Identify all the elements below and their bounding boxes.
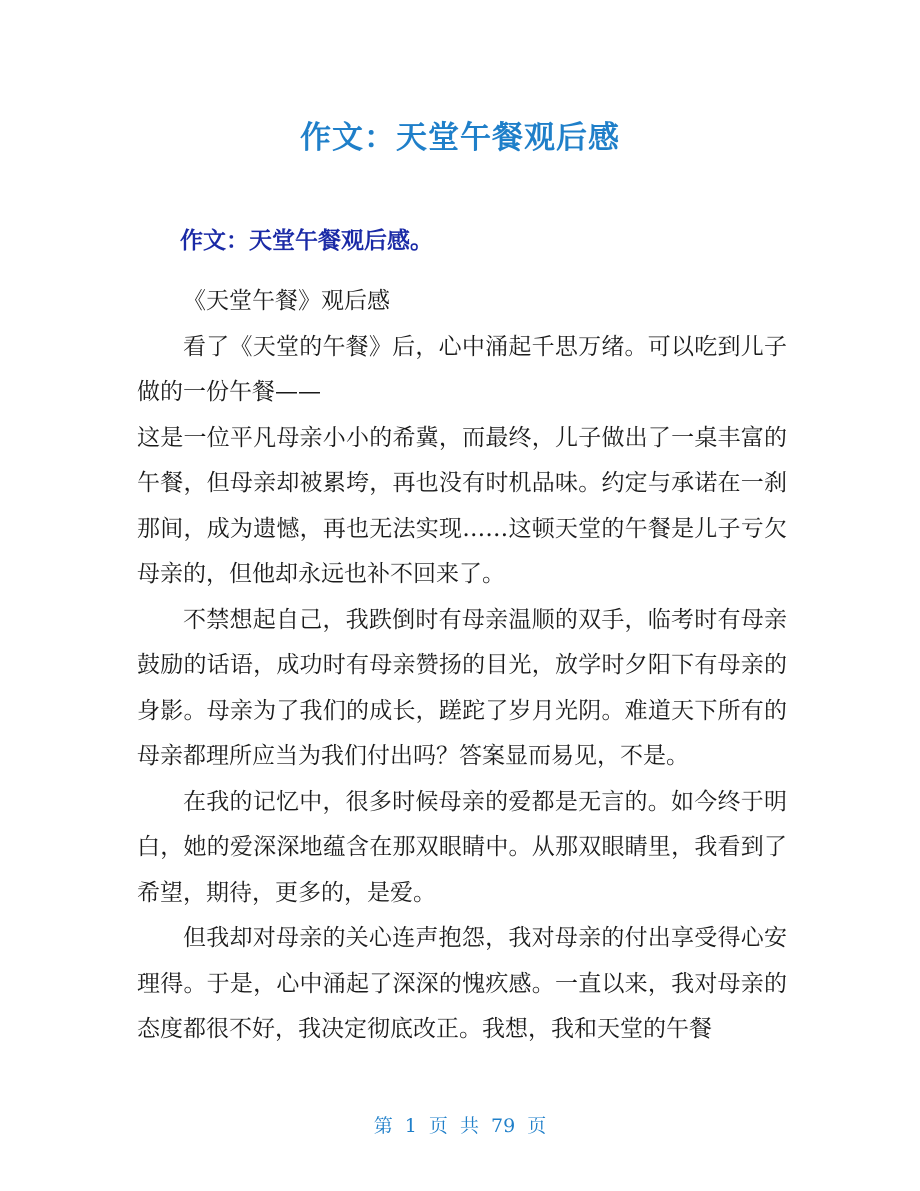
document-title: 作文：天堂午餐观后感: [300, 120, 620, 156]
paragraph: 这是一位平凡母亲小小的希冀，而最终，儿子做出了一桌丰富的午餐，但母亲却被累垮，再也没有时机品味。约定与承诺在一刹那间，成为遗憾，再也无法实现……这顿天堂的午餐是儿子亏欠母亲的，但他却永远也补不回来了。: [137, 424, 787, 587]
paragraph: 看了《天堂的午餐》后，心中涌起千思万绪。可以吃到儿子做的一份午餐——: [137, 333, 787, 405]
body-text: [137, 279, 787, 1053]
section-heading: 作文：天堂午餐观后感。: [180, 228, 433, 254]
page-number-footer: 第 1 页 共 79 页: [373, 1115, 547, 1137]
paragraph: 不禁想起自己，我跌倒时有母亲温顺的双手，临考时有母亲鼓励的话语，成功时有母亲赞扬的目光，放学时夕阳下有母亲的身影。母亲为了我们的成长，蹉跎了岁月光阴。难道天下所有的母亲都理所应当为我们付出吗？答案显而易见，不是。: [137, 606, 787, 769]
paragraph: 但我却对母亲的关心连声抱怨，我对母亲的付出享受得心安理得。于是，心中涌起了深深的愧疚感。一直以来，我对母亲的态度都很不好，我决定彻底改正。我想，我和天堂的午餐: [137, 925, 787, 1042]
paragraph: 在我的记忆中，很多时候母亲的爱都是无言的。如今终于明白，她的爱深深地蕴含在那双眼睛中。从那双眼睛里，我看到了希望，期待，更多的，是爱。: [137, 788, 787, 906]
paragraph-essay-title: 《天堂午餐》观后感: [183, 288, 390, 314]
